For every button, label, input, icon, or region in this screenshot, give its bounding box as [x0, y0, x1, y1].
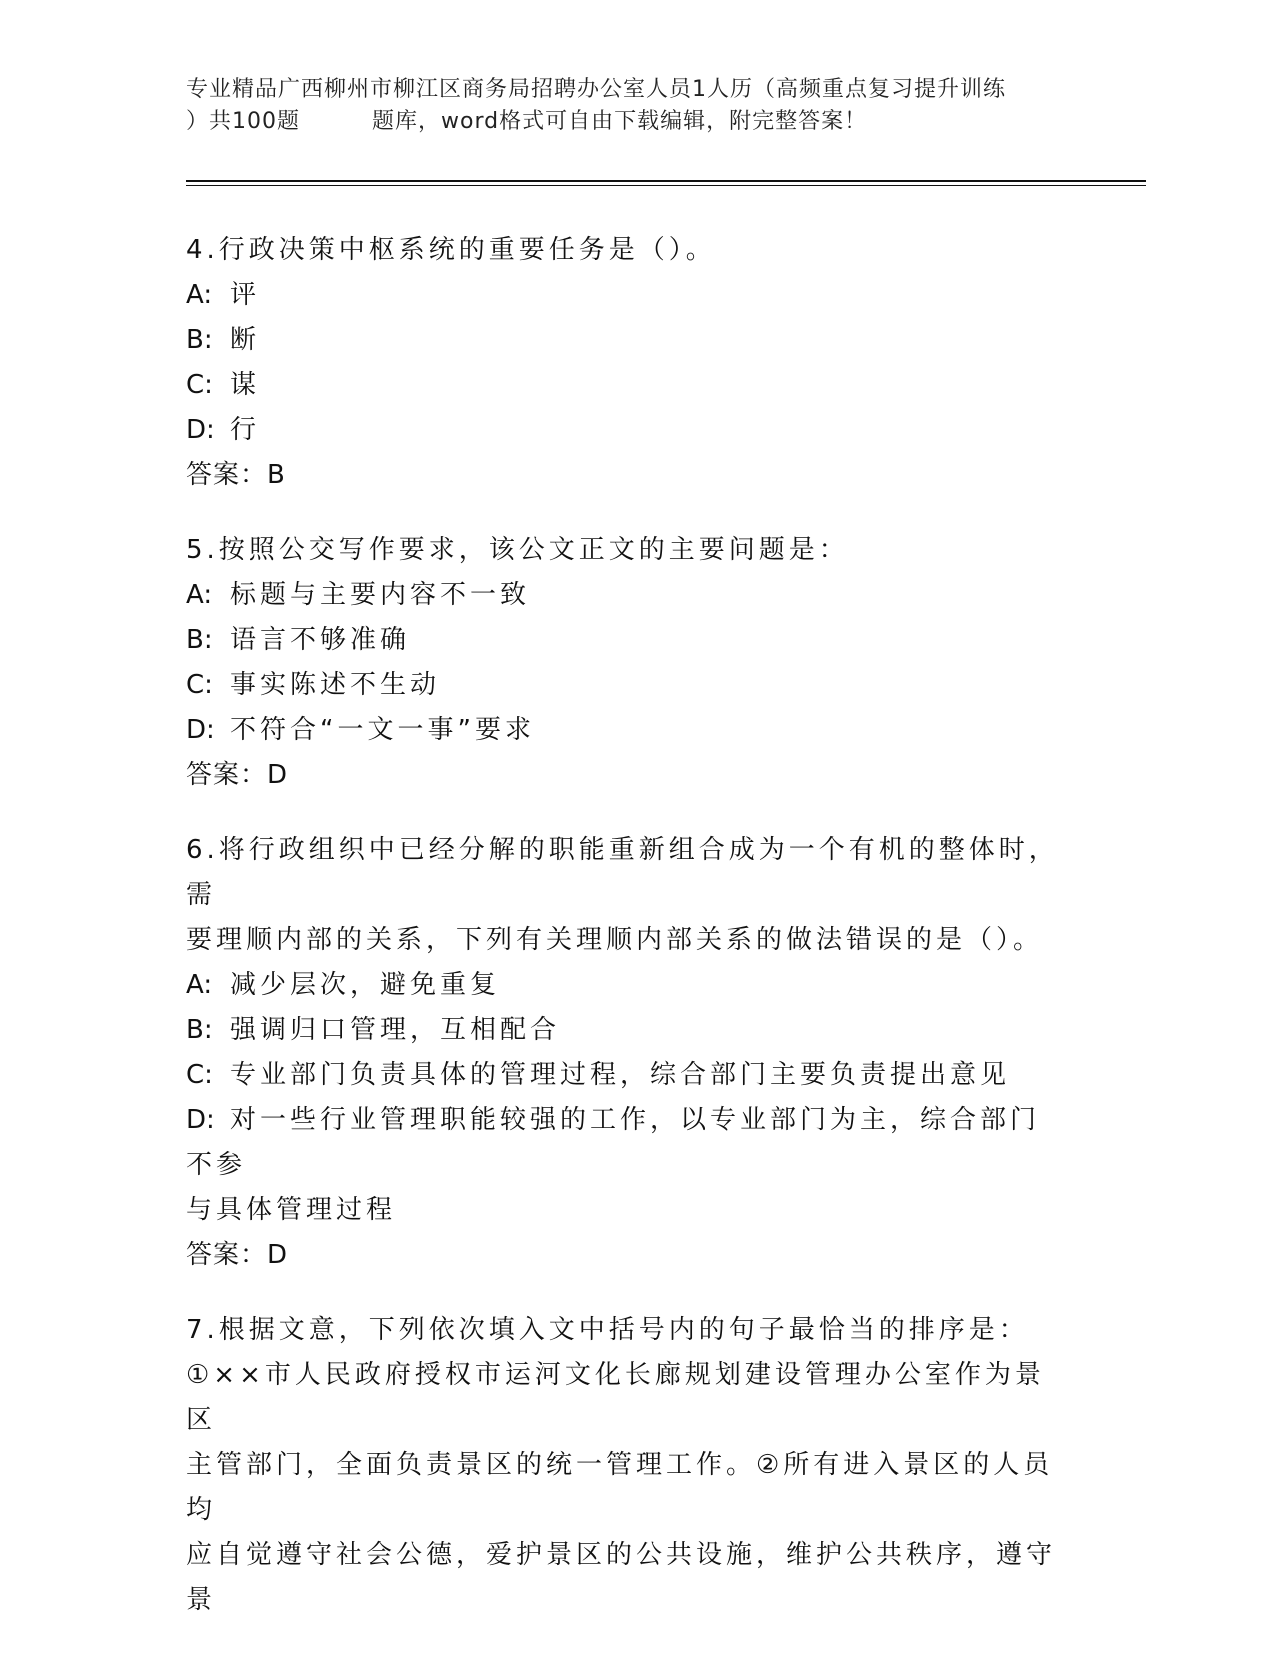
- option-label: A:: [186, 970, 213, 1000]
- question-stem-line: ①××市人民政府授权市运河文化长廊规划建设管理办公室作为景区: [186, 1360, 1045, 1435]
- question-option: [186, 408, 1066, 453]
- option-label: C:: [186, 1060, 213, 1090]
- answer-line: 答案：B: [186, 460, 286, 490]
- option-text: 减少层次，避免重复: [230, 970, 501, 1000]
- question-option: [186, 1188, 1066, 1233]
- question-stem-line: 7.根据文意，下列依次填入文中括号内的句子最恰当的排序是：: [186, 1315, 1029, 1345]
- option-text: 专业部门负责具体的管理过程，综合部门主要负责提出意见: [230, 1060, 1011, 1090]
- question-stem-line: 要理顺内部的关系，下列有关理顺内部关系的做法错误的是（）。: [186, 925, 1044, 955]
- question-option: [186, 1098, 1066, 1188]
- option-label: A:: [186, 580, 213, 610]
- option-label: D:: [186, 415, 215, 445]
- option-text: 断: [230, 325, 261, 355]
- question-option: [186, 573, 1066, 618]
- question-option: [186, 318, 1066, 363]
- option-text: 强调归口管理，互相配合: [230, 1015, 561, 1045]
- answer-line: 答案：D: [186, 1240, 289, 1270]
- header-line-1: 专业精品广西柳州市柳江区商务局招聘办公室人员1人历（高频重点复习提升训练: [186, 77, 1006, 102]
- question-stem-line: 4.行政决策中枢系统的重要任务是（）。: [186, 235, 716, 265]
- question-stem-line: 5.按照公交写作要求，该公文正文的主要问题是：: [186, 535, 849, 565]
- question-list: [186, 228, 1066, 1653]
- option-text: 行: [230, 415, 261, 445]
- question-option: [186, 1053, 1066, 1098]
- option-text: 语言不够准确: [230, 625, 411, 655]
- option-text: 标题与主要内容不一致: [230, 580, 531, 610]
- question-option: [186, 1008, 1066, 1053]
- question-block: [186, 528, 1066, 798]
- option-text: 与具体管理过程: [186, 1195, 397, 1225]
- option-label: C:: [186, 670, 213, 700]
- header-line-2: [186, 106, 1086, 138]
- header-divider-thick: [186, 180, 1146, 182]
- option-label: C:: [186, 370, 213, 400]
- option-text: 不符合“一文一事”要求: [230, 715, 535, 745]
- question-option: [186, 618, 1066, 663]
- option-label: A:: [186, 280, 213, 310]
- header-divider-thin: [186, 185, 1146, 186]
- question-option: [186, 708, 1066, 753]
- question-stem-line: 6.将行政组织中已经分解的职能重新组合成为一个有机的整体时，需: [186, 835, 1059, 910]
- document-header: [186, 74, 1086, 138]
- question-block: [186, 828, 1066, 1278]
- option-label: B:: [186, 625, 213, 655]
- answer-line: 答案：D: [186, 760, 289, 790]
- option-text: 对一些行业管理职能较强的工作，以专业部门为主，综合部门不参: [186, 1105, 1041, 1180]
- question-block: [186, 1308, 1066, 1623]
- header-line-2-part-a: ）共100题: [186, 109, 300, 134]
- question-option: [186, 663, 1066, 708]
- question-block: [186, 228, 1066, 498]
- option-text: 事实陈述不生动: [230, 670, 441, 700]
- question-option: [186, 363, 1066, 408]
- option-label: B:: [186, 325, 213, 355]
- question-stem-line: 应自觉遵守社会公德，爱护景区的公共设施，维护公共秩序，遵守景: [186, 1540, 1057, 1615]
- question-option: [186, 273, 1066, 318]
- option-label: D:: [186, 1105, 215, 1135]
- option-label: B:: [186, 1015, 213, 1045]
- option-text: 谋: [230, 370, 261, 400]
- header-line-2-part-b: 题库，word格式可自由下载编辑，附完整答案！: [372, 109, 868, 134]
- option-label: D:: [186, 715, 215, 745]
- option-text: 评: [230, 280, 261, 310]
- question-option: [186, 963, 1066, 1008]
- question-stem-line: 主管部门，全面负责景区的统一管理工作。②所有进入景区的人员均: [186, 1450, 1054, 1525]
